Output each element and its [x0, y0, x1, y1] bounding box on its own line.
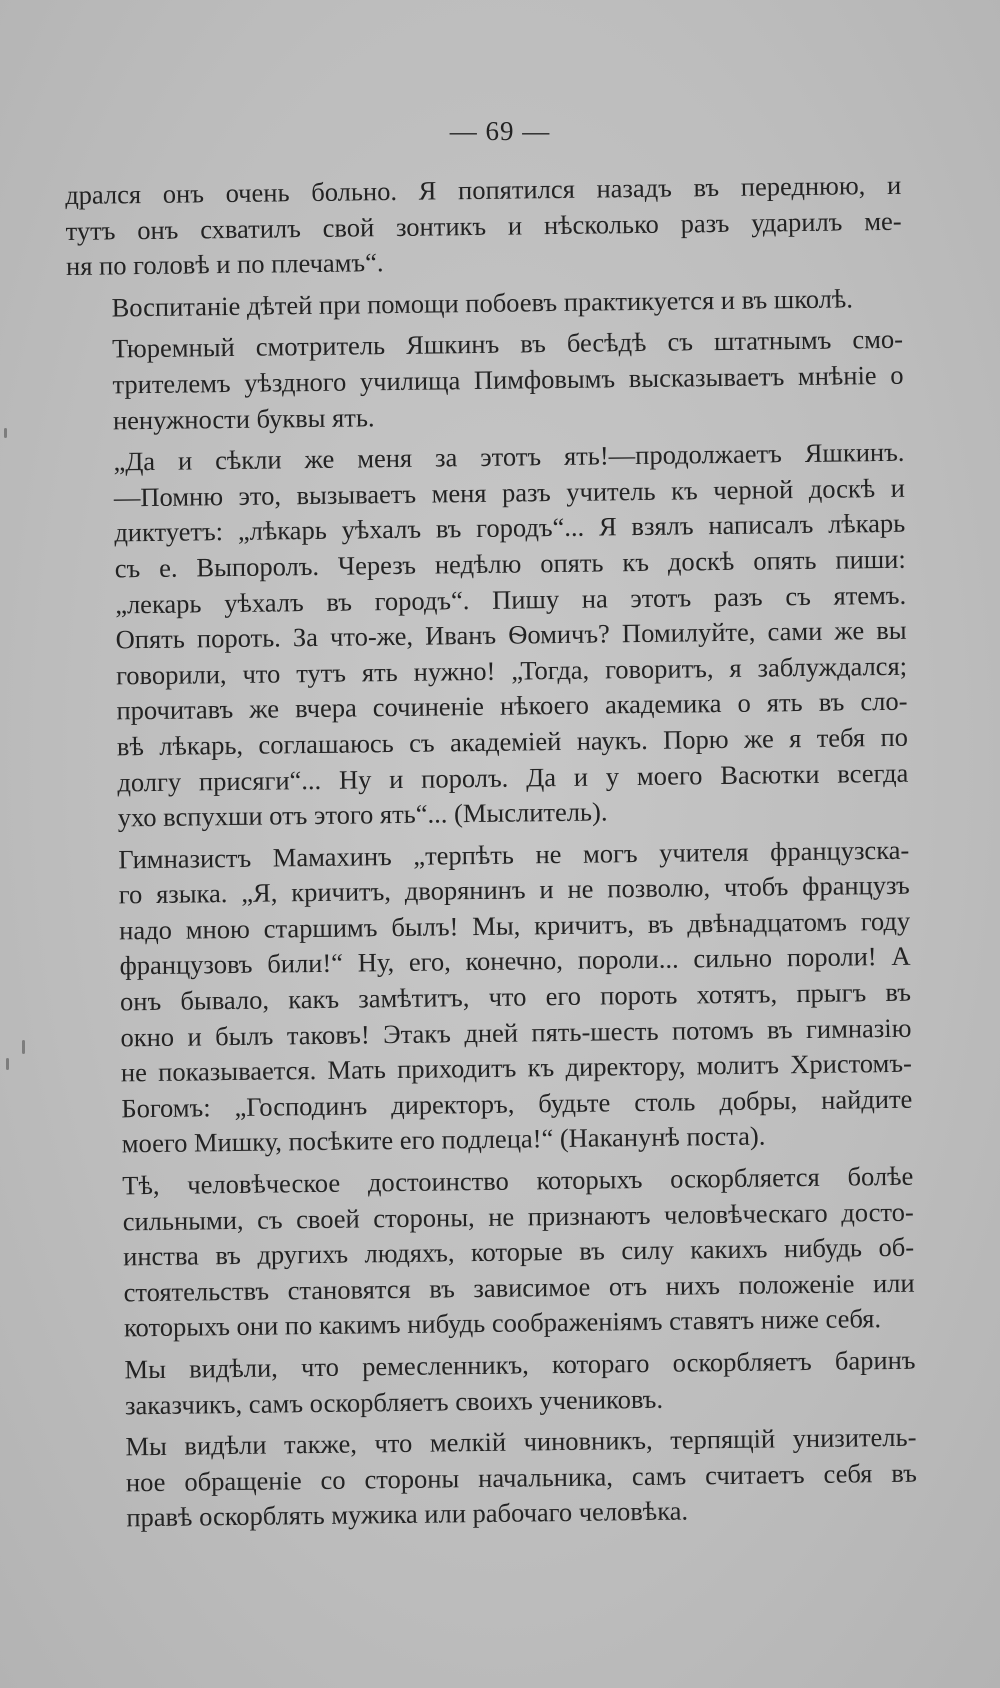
text-line: Тюремный смотритель Яшкинъ въ бесѣдѣ съ штатнымъ смо-: [111, 324, 904, 364]
paragraph: [65, 168, 902, 285]
text-line: вѣ лѣкарь, соглашаюсь съ академіей наукъ. Порю же я тебя по: [116, 721, 909, 762]
text-line: Тѣ, человѣческое достоинство которыхъ оскорбляется болѣе: [122, 1160, 914, 1201]
body-text: [65, 168, 918, 1537]
text-line: Гимназистъ Мамахинъ „терпѣть не могъ учителя французска-: [118, 834, 910, 875]
text-line: Опять пороть. За что-же, Иванъ Ѳомичъ? Помилуйте, сами же вы: [115, 614, 907, 655]
text-line: ня по головѣ и по плечамъ“.: [65, 247, 384, 282]
paragraph: [73, 832, 913, 1163]
text-line: Мы видѣли также, что мелкій чиновникъ, терпящій унизитель-: [125, 1421, 917, 1462]
text-line: —Помню это, вызываетъ меня разъ учитель къ черной доскѣ и: [113, 472, 906, 513]
text-line: правѣ оскорблять мужика или рабочаго человѣка.: [126, 1495, 689, 1533]
text-line: „лекарь уѣхалъ въ городъ“. Пишу на этотъ разъ съ ятемъ.: [115, 579, 907, 619]
text-line: долгу присяги“... Ну и поролъ. Да и у моего Васютки всегда: [117, 757, 909, 797]
text-line: Богомъ: „Господинъ директоръ, будьте столь добры, найдите: [121, 1083, 913, 1124]
paragraph: [79, 1343, 916, 1424]
text-line: стоятельствъ становятся въ зависимое отъ нихъ положеніе или: [123, 1267, 915, 1308]
paragraph: [67, 322, 904, 439]
text-line: говорили, что тутъ ять нужно! „Тогда, говоритъ, я заблуждался;: [115, 650, 908, 691]
text-line: Мы видѣли, что ремесленникъ, котораго оскорбляетъ баринъ: [124, 1344, 916, 1385]
text-line: заказчикъ, самъ оскорбляетъ своихъ учениковъ.: [124, 1383, 664, 1420]
text-line: Воспитаніе дѣтей при помощи побоевъ практикуется и въ школѣ.: [111, 283, 854, 323]
text-line: надо мною старшимъ былъ! Мы, кричитъ, въ двѣнадцатомъ году: [119, 905, 911, 946]
text-line: го языка. „Я, кричитъ, дворянинъ и не позволю, чтобъ французъ: [118, 870, 910, 910]
paragraph: [77, 1159, 915, 1347]
text-line: которыхъ они по какимъ нибудь соображеніямъ ставятъ ниже себя.: [123, 1303, 882, 1343]
text-line: съ е. Выпоролъ. Черезъ недѣлю опять къ доскѣ опять пиши:: [114, 543, 906, 584]
text-line: ухо вспухши отъ этого ять“... (Мыслитель).: [117, 796, 608, 833]
margin-mark: [4, 428, 7, 438]
text-line: тутъ онъ схватилъ свой зонтикъ и нѣсколько разъ ударилъ ме-: [65, 205, 902, 246]
text-line: моего Мишку, посѣките его подлеца!“ (Наканунѣ поста).: [121, 1120, 766, 1159]
paragraph: [66, 281, 902, 327]
text-line: ненужности буквы ять.: [112, 401, 375, 435]
text-line: окно и былъ таковъ! Этакъ дней пять-шесть потомъ въ гимназію: [120, 1012, 912, 1053]
text-line: прочитавъ же вчера сочиненіе нѣкоего академика о ять въ сло-: [116, 686, 908, 726]
text-line: инства въ другихъ людяхъ, которые въ силу какихъ нибудь об-: [122, 1231, 915, 1272]
text-line: ное обращеніе со стороны начальника, самъ считаетъ себя въ: [125, 1457, 918, 1498]
page-number: — 69 —: [449, 116, 551, 146]
margin-mark: [22, 1040, 25, 1054]
text-line: не показывается. Мать приходитъ къ директору, молитъ Христомъ-: [120, 1047, 913, 1088]
paragraph: [68, 435, 909, 837]
text-line: онъ бывало, какъ замѣтитъ, что его пороть хотятъ, прыгъ въ: [119, 976, 912, 1017]
text-line: французовъ били!“ Ну, его, конечно, пороли... сильно пороли! А: [119, 941, 911, 981]
paragraph: [80, 1420, 917, 1537]
margin-mark: [6, 1058, 9, 1070]
text-line: диктуетъ: „лѣкарь уѣхалъ въ городъ“... Я взялъ написалъ лѣкарь: [114, 508, 906, 548]
text-line: „Да и сѣкли же меня за этотъ ять!—продолжаетъ Яшкинъ.: [113, 436, 905, 477]
text-line: трителемъ уѣздного училища Пимфовымъ высказываетъ мнѣніе о: [112, 359, 904, 400]
text-line: сильными, съ своей стороны, не признаютъ человѣческаго досто-: [122, 1196, 914, 1236]
text-line: дрался онъ очень больно. Я попятился назадъ въ переднюю, и: [65, 169, 902, 210]
